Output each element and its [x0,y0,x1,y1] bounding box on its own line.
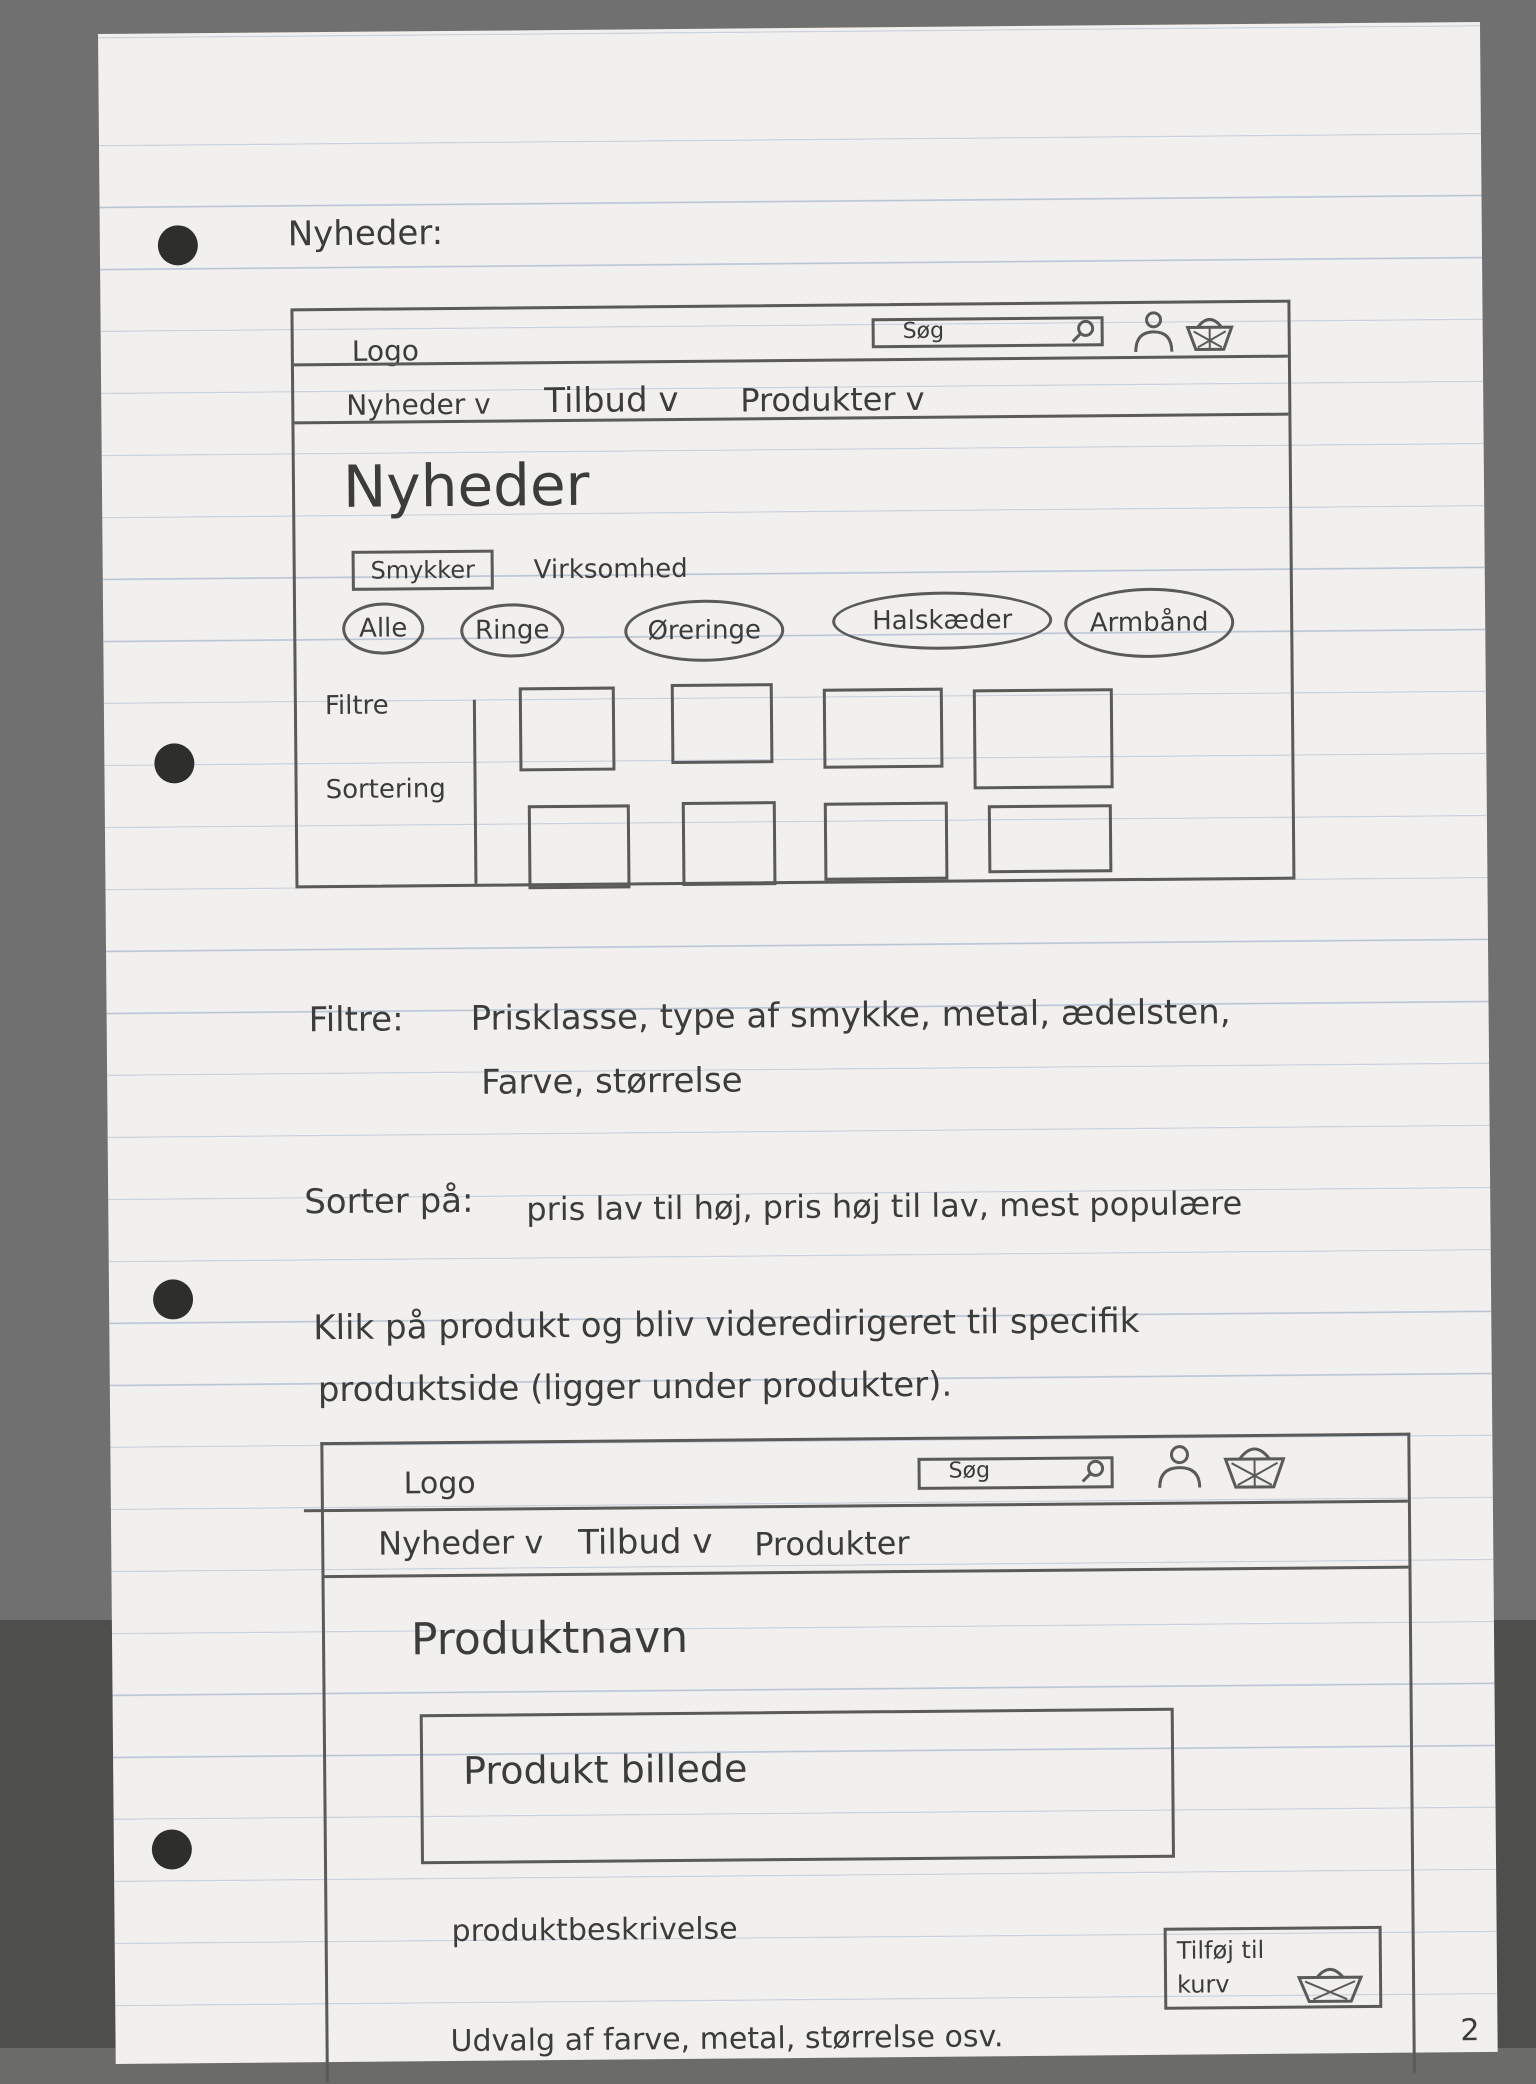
tab-smykker [352,550,494,591]
user-icon [1153,1443,1203,1489]
sidebar-sortering: Sortering [325,774,446,806]
binder-hole [152,1829,192,1869]
nav-item-tilbud: Tilbud v [578,1521,713,1563]
category-pill-armbaand [1064,587,1235,658]
add-to-cart-label-1: Tilføj til [1176,1935,1265,1965]
nav-item-tilbud: Tilbud v [544,379,679,422]
header-divider [304,1500,1408,1513]
basket-icon [1295,1963,1365,2004]
product-card [682,801,777,886]
wireframe-news-page [290,300,1295,889]
logo: Logo [351,334,420,368]
add-to-cart-button [1164,1926,1383,2010]
product-image [420,1708,1175,1865]
binder-hole [158,225,198,265]
binder-hole [154,743,194,783]
search-placeholder: Søg [902,318,945,345]
nav-item-nyheder: Nyheder v [378,1523,544,1563]
sidebar-divider [473,700,478,884]
basket-icon [1221,1441,1287,1490]
click-note-line-1: Klik på produkt og bliv videredirigeret til specifik [313,1300,1140,1349]
filters-line-1: Prisklasse, type af smykke, metal, ædelsten, [470,992,1231,1039]
category-pill-oereringe [624,599,785,662]
sort-text: pris lav til høj, pris høj til lav, mest populære [526,1184,1243,1229]
category-label: Øreringe [647,615,762,647]
nav-divider [324,1566,1408,1578]
category-label: Halskæder [872,605,1013,637]
filters-label: Filtre: [308,999,404,1041]
tab-smykker-label: Smykker [370,555,476,585]
category-label: Ringe [474,615,550,646]
tab-virksomhed: Virksomhed [533,553,688,586]
wireframe-product-page [320,1433,1416,2082]
product-card [519,687,616,772]
paper-sheet [98,22,1498,2064]
category-pill-ringe [460,603,564,658]
add-to-cart-label-2: kurv [1176,1970,1230,1999]
category-pill-alle [342,602,424,655]
basket-icon [1183,311,1235,351]
user-icon [1129,310,1173,354]
page-heading: Nyheder: [287,213,444,255]
search-icon [1079,1458,1105,1484]
sidebar-filtre: Filtre [324,690,389,722]
category-label: Armbånd [1089,607,1209,639]
nav-item-produkter: Produkter v [740,379,925,420]
options-text: Udvalg af farve, metal, størrelse osv. [450,2019,1004,2060]
product-card [671,683,774,764]
product-name: Produktnavn [410,1611,689,1666]
logo: Logo [403,1465,476,1502]
nav-item-produkter: Produkter [754,1524,910,1564]
binder-hole [153,1279,193,1319]
click-note-line-2: produktside (ligger under produkter). [317,1364,953,1411]
category-label: Alle [358,613,408,644]
product-description: produktbeskrivelse [451,1911,738,1950]
search-icon [1070,318,1096,344]
filters-line-2: Farve, størrelse [481,1060,743,1103]
product-image-label: Produkt billede [463,1746,748,1793]
product-card [823,688,944,769]
sort-label: Sorter på: [304,1180,474,1223]
search-placeholder: Søg [948,1458,991,1484]
product-card [973,688,1114,789]
page-number: 2 [1460,2013,1480,2049]
nav-item-nyheder: Nyheder v [346,387,491,422]
product-card [824,802,949,881]
product-card [988,804,1113,873]
page-title: Nyheder [342,450,590,521]
category-pill-halskaeder [832,591,1052,651]
product-card [528,804,631,889]
header-divider [294,355,1288,367]
